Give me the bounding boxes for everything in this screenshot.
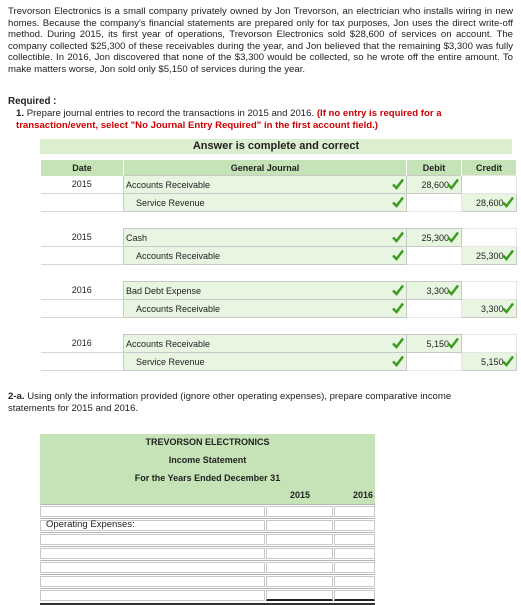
amount-2016-input[interactable] — [334, 590, 375, 601]
account-name: Accounts Receivable — [126, 338, 211, 349]
journal-row — [41, 335, 517, 353]
checkmark-icon — [392, 231, 404, 243]
spacer-row — [41, 318, 517, 335]
amount-2016-input[interactable] — [334, 562, 375, 573]
year-2016-header: 2016 — [352, 490, 374, 500]
problem-intro: Trevorson Electronics is a small company privately owned by Jon Trevorson, an electrician who installs wiring in new homes. Because the company's financial statements are prepared only for tax purposes, Jon uses the direct write-off method. During 2015, its first year of operations, Trevorson Electronics sold $28,600 of services on account. The company collected $25,300 of these receivables during the year, and Jon believed that the remaining $3,300 was fully collectible. In 2016, Jon discovered that none of the $3,300 would be collected, so he wrote off the entire amount. To make matters worse, Jon sold only $5,150 of services during the year. — [8, 6, 513, 75]
checkmark-icon — [502, 196, 514, 208]
debit-account-select[interactable] — [124, 335, 407, 353]
checkmark-icon — [447, 284, 459, 296]
line-item-input[interactable] — [40, 548, 265, 559]
checkmark-icon — [392, 355, 404, 367]
entry-date-blank — [41, 353, 124, 371]
checkmark-icon — [502, 355, 514, 367]
amount: 5,150 — [480, 356, 504, 367]
amount-2015-input[interactable] — [266, 576, 333, 587]
spacer-row — [41, 265, 517, 282]
credit-amount-input[interactable] — [462, 247, 517, 265]
account-name: Accounts Receivable — [126, 179, 211, 190]
line-item-input[interactable] — [40, 506, 265, 517]
debit-amount-input[interactable] — [407, 194, 462, 212]
account-name: Bad Debt Expense — [126, 285, 202, 296]
requirement-1 — [16, 108, 506, 131]
credit-account-select[interactable] — [124, 247, 407, 265]
amount-2015-input[interactable] — [266, 562, 333, 573]
checkmark-icon — [392, 178, 404, 190]
amount-2015-input[interactable] — [266, 534, 333, 545]
debit-account-select[interactable] — [124, 229, 407, 247]
journal-table — [40, 160, 517, 371]
q2a-text: Using only the information provided (ignore other operating expenses), prepare comparative income statements for 2015 and 2016. — [8, 391, 452, 414]
checkmark-icon — [392, 302, 404, 314]
amount-2015-input[interactable] — [266, 548, 333, 559]
credit-amount-input[interactable] — [462, 300, 517, 318]
amount-2016-input[interactable] — [334, 534, 375, 545]
entry-date[interactable]: 2015 — [41, 229, 124, 247]
credit-account-select[interactable] — [124, 300, 407, 318]
line-item-input[interactable] — [40, 590, 265, 601]
amount-2016-input[interactable] — [334, 576, 375, 587]
debit-amount-input[interactable] — [407, 176, 462, 194]
credit-amount-input[interactable] — [462, 353, 517, 371]
year-2015-header: 2015 — [289, 490, 311, 500]
checkmark-icon — [392, 196, 404, 208]
journal-row — [41, 176, 517, 194]
amount: 25,300 — [475, 250, 504, 261]
header-credit: Credit — [462, 160, 517, 176]
amount-2016-input[interactable] — [334, 548, 375, 559]
req1-text: Prepare journal entries to record the transactions in 2015 and 2016. — [26, 108, 315, 119]
income-row — [40, 560, 375, 574]
account-name: Accounts Receivable — [136, 303, 221, 314]
line-item-input[interactable] — [40, 534, 265, 545]
spacer-row — [41, 212, 517, 229]
line-item-input[interactable] — [40, 576, 265, 587]
journal-header-row — [41, 160, 517, 176]
credit-account-select[interactable] — [124, 194, 407, 212]
debit-account-select[interactable] — [124, 282, 407, 300]
credit-amount-input[interactable] — [462, 229, 517, 247]
checkmark-icon — [502, 249, 514, 261]
credit-amount-input[interactable] — [462, 335, 517, 353]
income-row — [40, 546, 375, 560]
entry-date-blank — [41, 247, 124, 265]
statement-title: Income Statement — [168, 455, 247, 465]
account-name: Service Revenue — [136, 356, 205, 367]
income-row — [40, 504, 375, 518]
header-debit: Debit — [407, 160, 462, 176]
income-row — [40, 532, 375, 546]
credit-account-select[interactable] — [124, 353, 407, 371]
line-item-input[interactable] — [40, 562, 265, 573]
credit-amount-input[interactable] — [462, 194, 517, 212]
checkmark-icon — [447, 178, 459, 190]
amount-2015-input[interactable] — [266, 590, 333, 601]
debit-amount-input[interactable] — [407, 247, 462, 265]
entry-date-blank — [41, 194, 124, 212]
required-heading: Required : — [8, 96, 57, 107]
checkmark-icon — [447, 337, 459, 349]
requirement-2a — [8, 391, 488, 414]
amount: 5,150 — [426, 338, 449, 349]
amount: 3,300 — [426, 285, 449, 296]
answer-banner: Answer is complete and correct — [40, 139, 512, 154]
amount: 25,300 — [421, 232, 449, 243]
company-name: TREVORSON ELECTRONICS — [145, 437, 270, 447]
checkmark-icon — [502, 302, 514, 314]
header-date: Date — [41, 160, 124, 176]
operating-expenses-label: Operating Expenses: — [46, 519, 135, 530]
checkmark-icon — [447, 231, 459, 243]
journal-row — [41, 194, 517, 212]
income-total-row — [40, 588, 375, 605]
checkmark-icon — [392, 284, 404, 296]
entry-date[interactable]: 2016 — [41, 282, 124, 300]
journal-row — [41, 247, 517, 265]
debit-amount-input[interactable] — [407, 335, 462, 353]
credit-amount-input[interactable] — [462, 176, 517, 194]
checkmark-icon — [392, 337, 404, 349]
income-statement — [40, 434, 375, 602]
amount-2016-input[interactable] — [334, 520, 375, 531]
account-name: Service Revenue — [136, 197, 205, 208]
req1-number: 1. — [16, 108, 25, 119]
amount-2015-input[interactable] — [266, 520, 333, 531]
amount-2015-input[interactable] — [266, 506, 333, 517]
debit-amount-input[interactable] — [407, 353, 462, 371]
amount: 28,600 — [421, 179, 449, 190]
journal-row — [41, 229, 517, 247]
account-name: Cash — [126, 232, 148, 243]
journal-row — [41, 300, 517, 318]
amount: 3,300 — [480, 303, 504, 314]
account-name: Accounts Receivable — [136, 250, 221, 261]
checkmark-icon — [392, 249, 404, 261]
debit-amount-input[interactable] — [407, 300, 462, 318]
req1-note: (If no entry is required for a transaction/event, select "No Journal Entry Required" in the first account field.) — [16, 108, 442, 131]
entry-date[interactable]: 2015 — [41, 176, 124, 194]
income-row — [40, 574, 375, 588]
debit-amount-input[interactable] — [407, 282, 462, 300]
q2a-label: 2-a. — [8, 391, 25, 402]
entry-date[interactable]: 2016 — [41, 335, 124, 353]
journal-row — [41, 282, 517, 300]
statement-period: For the Years Ended December 31 — [134, 473, 281, 483]
credit-amount-input[interactable] — [462, 282, 517, 300]
debit-amount-input[interactable] — [407, 229, 462, 247]
header-general-journal: General Journal — [124, 160, 407, 176]
debit-account-select[interactable] — [124, 176, 407, 194]
amount: 28,600 — [475, 197, 504, 208]
entry-date-blank — [41, 300, 124, 318]
journal-row — [41, 353, 517, 371]
amount-2016-input[interactable] — [334, 506, 375, 517]
